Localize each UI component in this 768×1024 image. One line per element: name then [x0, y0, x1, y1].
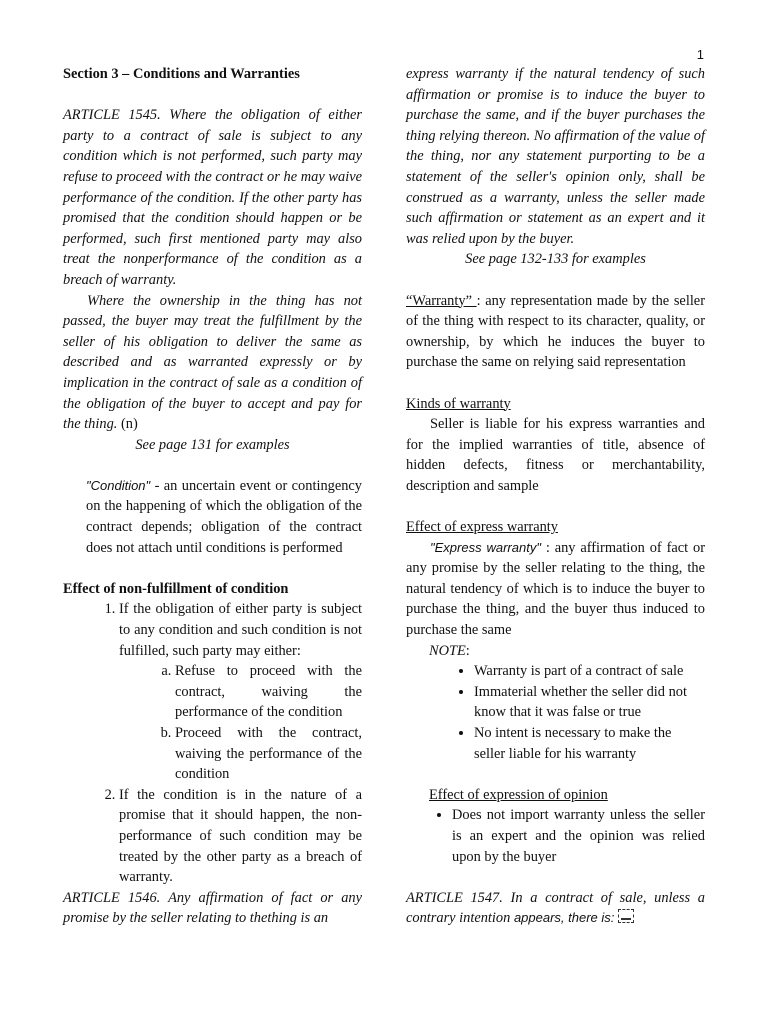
sub-item-b: b. Proceed with the contract, waiving the performance of the condition: [175, 723, 362, 785]
article-1545-paragraph-2-text: Where the ownership in the thing has not passed, the buyer may treat the fulfillment by the seller of his obligation to deliver the same as described and as warranted expressly or by implication in the contract of sale as a condition of the obligation of the buyer to accept and pay for the thing.: [63, 292, 362, 433]
note-list: [406, 661, 705, 764]
article-1545-paragraph-1: ARTICLE 1545. Where the obligation of either party to a contract of sale is subject to any condition which is not performed, such party may refuse to proceed with the contract or he may waive performance of the condition. If the other party has promised that the condition should happen or be performed, such first mentioned party may also treat the nonperformance of the condition as a breach of warranty.: [63, 107, 362, 288]
list-item-1: [119, 599, 362, 784]
kinds-of-warranty-text: Seller is liable for his express warranties and for the implied warranties of title, absence of hidden defects, fitness or merchantability, description and sample: [406, 416, 705, 494]
condition-definition-text: - an uncertain event or contingency on the happening of which the obligation of the contract depends; obligation of the contract does not attach until conditions is performed: [86, 477, 362, 556]
article-1546-start: ARTICLE 1546. Any affirmation of fact or any promise by the seller relating to thething is an: [63, 889, 362, 927]
effect-opinion-heading: Effect of expression of opinion: [429, 786, 608, 803]
article-1547-end: appears, there is:: [513, 910, 615, 926]
express-warranty-definition: [406, 538, 705, 641]
express-warranty-term: "Express warranty": [430, 539, 541, 555]
note-label: [406, 641, 705, 662]
warranty-definition-text: : any representation made by the seller of the thing with respect to its character, quality, or ownership, by which he induces the buyer to purchase the same on relying said representation: [406, 292, 705, 371]
non-fulfillment-list: [63, 599, 362, 887]
warranty-definition: [406, 291, 705, 373]
warranty-term: “Warranty”: [406, 292, 477, 309]
sub-item-a: a. Refuse to proceed with the contract, waiving the performance of the condition: [175, 661, 362, 723]
article-1547-start: [406, 888, 705, 929]
see-page-132-133: See page 132-133 for examples: [465, 251, 646, 268]
right-column: [406, 64, 705, 929]
kinds-of-warranty-heading: Kinds of warranty: [406, 395, 511, 412]
note-item-3: • No intent is necessary to make the seller liable for his warranty: [474, 723, 705, 764]
sub-list: [119, 661, 362, 785]
opinion-item-1: • Does not import warranty unless the seller is an expert and the opinion was relied upon by the buyer: [452, 805, 705, 867]
list-item-2: 2. If the condition is in the nature of a promise that it should happen, the non-performance of such condition may be treated by the other party as a breach of warranty.: [119, 785, 362, 888]
note-label-text: NOTE: [429, 642, 466, 659]
note-colon: :: [465, 642, 470, 659]
note-item-2: • Immaterial whether the seller did not know that it was false or true: [474, 682, 705, 723]
section-title: Section 3 – Conditions and Warranties: [63, 66, 300, 82]
effect-non-fulfillment-heading: Effect of non-fulfillment of condition: [63, 580, 289, 597]
condition-definition: [63, 476, 362, 558]
see-page-131: See page 131 for examples: [135, 436, 290, 453]
left-column: [63, 64, 362, 929]
note-item-1: • Warranty is part of a contract of sale: [474, 661, 705, 682]
express-warranty-definition-text: : any affirmation of fact or any promise by the seller relating to the thing, the natural tendency of which is to induce the buyer to purchase the thing, and the buyer thus induced to purchase the same: [406, 539, 705, 639]
article-1545-paragraph-2: [63, 291, 362, 435]
list-item-1-text: If the obligation of either party is subject to any condition and such condition is not fulfilled, such party may either:: [119, 601, 362, 659]
article-1546-continued: express warranty if the natural tendency of such affirmation or promise is to induce the buyer to purchase the same, and if the buyer purchases the thing relying thereon. No affirmation of the value of the thing, nor any statement purporting to be a statement of the seller's opinion only, shall be construed as a warranty, unless the seller made such affirmation or statement as an expert and it was relied upon by the buyer.: [406, 66, 705, 247]
article-1545-suffix: (n): [117, 416, 138, 433]
article-1547-text: ARTICLE 1547. In a contract of sale, unless a contrary intention: [406, 889, 705, 927]
page-number: 1: [696, 47, 704, 62]
condition-term: "Condition": [86, 477, 151, 493]
effect-express-warranty-heading: Effect of express warranty: [406, 519, 558, 536]
placeholder-glyph-icon: [618, 909, 634, 923]
opinion-list: [406, 805, 705, 867]
